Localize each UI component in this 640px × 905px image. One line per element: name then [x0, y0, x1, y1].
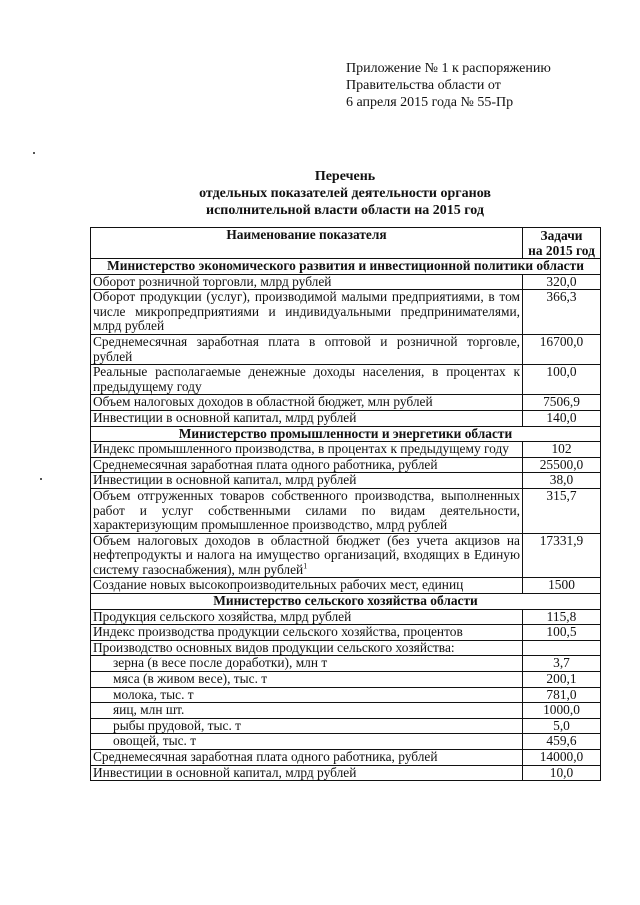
indicator-value [523, 640, 601, 656]
indicator-value: 5,0 [523, 718, 601, 734]
indicator-name-cell [91, 687, 523, 703]
indicator-name-cell [91, 750, 523, 766]
indicator-name-cell [91, 640, 523, 656]
table-row [91, 765, 601, 781]
table-row [91, 672, 601, 688]
indicator-name: Реальные располагаемые денежные доходы населения, в процентах к предыдущему году [93, 364, 520, 394]
indicator-value: 459,6 [523, 734, 601, 750]
section-title: Министерство экономического развития и инвестиционной политики области [91, 259, 601, 275]
indicator-value: 140,0 [523, 410, 601, 426]
table-row [91, 750, 601, 766]
indicator-value: 102 [523, 442, 601, 458]
indicator-name-cell [91, 290, 523, 335]
indicator-value: 3,7 [523, 656, 601, 672]
indicator-name: овощей, тыс. т [113, 733, 197, 749]
section-row [91, 426, 601, 442]
table-row [91, 473, 601, 489]
indicator-name: Продукция сельского хозяйства, млрд рублей [93, 608, 352, 624]
indicator-value: 17331,9 [523, 533, 601, 578]
table-row [91, 656, 601, 672]
indicator-name-cell [91, 334, 523, 364]
indicator-name-cell [91, 410, 523, 426]
indicator-value: 16700,0 [523, 334, 601, 364]
indicator-value: 320,0 [523, 274, 601, 290]
indicator-value: 7506,9 [523, 395, 601, 411]
indicator-value: 315,7 [523, 488, 601, 533]
indicator-name: яиц, млн шт. [113, 702, 185, 718]
table-row [91, 718, 601, 734]
table-row [91, 334, 601, 364]
indicator-name: Оборот розничной торговли, млрд рублей [93, 273, 332, 289]
table-row [91, 625, 601, 641]
table-body [91, 259, 601, 781]
table-header-row [91, 228, 601, 259]
scan-speck [33, 152, 35, 154]
indicator-name: Инвестиции в основной капитал, млрд рублей [93, 472, 357, 488]
title-line: отдельных показателей деятельности органов [199, 186, 491, 201]
indicator-name: Оборот продукции (услуг), производимой малыми предприятиями, в том числе микропредприятиями и индивидуальными предпринимателями, млрд рублей [93, 289, 520, 334]
indicator-name-cell [91, 672, 523, 688]
indicator-name-cell [91, 718, 523, 734]
appendix-line: 6 апреля 2015 года № 55-Пр [346, 95, 514, 110]
indicator-name: Среднемесячная заработная плата одного работника, рублей [93, 456, 438, 472]
indicator-name: молока, тыс. т [113, 686, 194, 702]
indicator-name: Инвестиции в основной капитал, млрд рублей [93, 764, 357, 780]
indicator-name-cell [91, 457, 523, 473]
table-row [91, 290, 601, 335]
indicator-name-cell [91, 274, 523, 290]
header-indicator-name: Наименование показателя [91, 228, 523, 259]
table-row [91, 609, 601, 625]
indicator-name: зерна (в весе после доработки), млн т [113, 655, 328, 671]
indicator-name: Производство основных видов продукции сельского хозяйства: [93, 639, 455, 655]
section-row [91, 594, 601, 610]
section-row [91, 259, 601, 275]
appendix-line: Приложение № 1 к распоряжению [346, 61, 551, 76]
table-row [91, 274, 601, 290]
indicator-value: 366,3 [523, 290, 601, 335]
indicator-name-cell [91, 488, 523, 533]
table-row [91, 442, 601, 458]
indicator-name-cell [91, 609, 523, 625]
indicator-name: Объем налоговых доходов в областной бюджет (без учета акцизов на нефтепродукты и налога на имущество организаций, входящих в Единую систему газоснабжения), млн рублей [93, 532, 520, 577]
indicator-name: Объем отгруженных товаров собственного производства, выполненных работ и услуг собственными силами по видам деятельности, характеризующим промышленное производство, млрд рублей [93, 487, 520, 533]
header-task-line: Задачи [540, 228, 583, 243]
title-line: Перечень [314, 169, 376, 184]
indicator-name: Создание новых высокопроизводительных рабочих мест, единиц [93, 577, 464, 593]
table-row [91, 703, 601, 719]
indicator-value: 781,0 [523, 687, 601, 703]
table-row [91, 687, 601, 703]
indicator-name-cell [91, 533, 523, 578]
indicators-table [90, 227, 601, 781]
indicator-name: Индекс производства продукции сельского хозяйства, процентов [93, 624, 463, 640]
indicator-name-cell [91, 395, 523, 411]
document-title [90, 168, 600, 219]
indicator-value: 10,0 [523, 765, 601, 781]
indicator-name: Объем налоговых доходов в областной бюджет, млн рублей [93, 394, 433, 410]
footnote-mark: 1 [303, 561, 308, 571]
table-row [91, 395, 601, 411]
indicator-name-cell [91, 765, 523, 781]
table-row [91, 734, 601, 750]
appendix-line: Правительства области от [346, 78, 501, 93]
indicator-value: 14000,0 [523, 750, 601, 766]
indicator-value: 25500,0 [523, 457, 601, 473]
indicator-value: 100,5 [523, 625, 601, 641]
table-row [91, 578, 601, 594]
indicator-value: 1500 [523, 578, 601, 594]
table-row [91, 640, 601, 656]
table-row [91, 533, 601, 578]
appendix-note [346, 60, 551, 111]
header-task-2015 [523, 228, 601, 259]
section-title: Министерство промышленности и энергетики области [91, 426, 601, 442]
table-row [91, 488, 601, 533]
table-row [91, 457, 601, 473]
indicator-name-cell [91, 365, 523, 395]
indicator-name-cell [91, 703, 523, 719]
table-row [91, 410, 601, 426]
indicator-name-cell [91, 473, 523, 489]
table-row [91, 365, 601, 395]
indicator-name: Инвестиции в основной капитал, млрд рублей [93, 409, 357, 425]
scan-speck [40, 478, 42, 480]
indicator-name-cell [91, 442, 523, 458]
indicator-value: 115,8 [523, 609, 601, 625]
indicator-value: 38,0 [523, 473, 601, 489]
indicator-value: 200,1 [523, 672, 601, 688]
indicator-value: 1000,0 [523, 703, 601, 719]
indicator-name: рыбы прудовой, тыс. т [113, 717, 242, 733]
indicator-name: мяса (в живом весе), тыс. т [113, 671, 268, 687]
indicator-name-cell [91, 656, 523, 672]
indicator-name: Среднемесячная заработная плата в оптовой и розничной торговле, рублей [93, 333, 520, 364]
indicator-name: Среднемесячная заработная плата одного работника, рублей [93, 749, 438, 764]
indicator-value: 100,0 [523, 365, 601, 395]
header-task-line: на 2015 год [528, 243, 595, 258]
indicator-name: Индекс промышленного производства, в процентах к предыдущему году [93, 441, 509, 457]
indicator-name-cell [91, 625, 523, 641]
indicator-name-cell [91, 578, 523, 594]
indicator-name-cell [91, 734, 523, 750]
section-title: Министерство сельского хозяйства области [91, 594, 601, 610]
title-line: исполнительной власти области на 2015 год [206, 203, 484, 218]
